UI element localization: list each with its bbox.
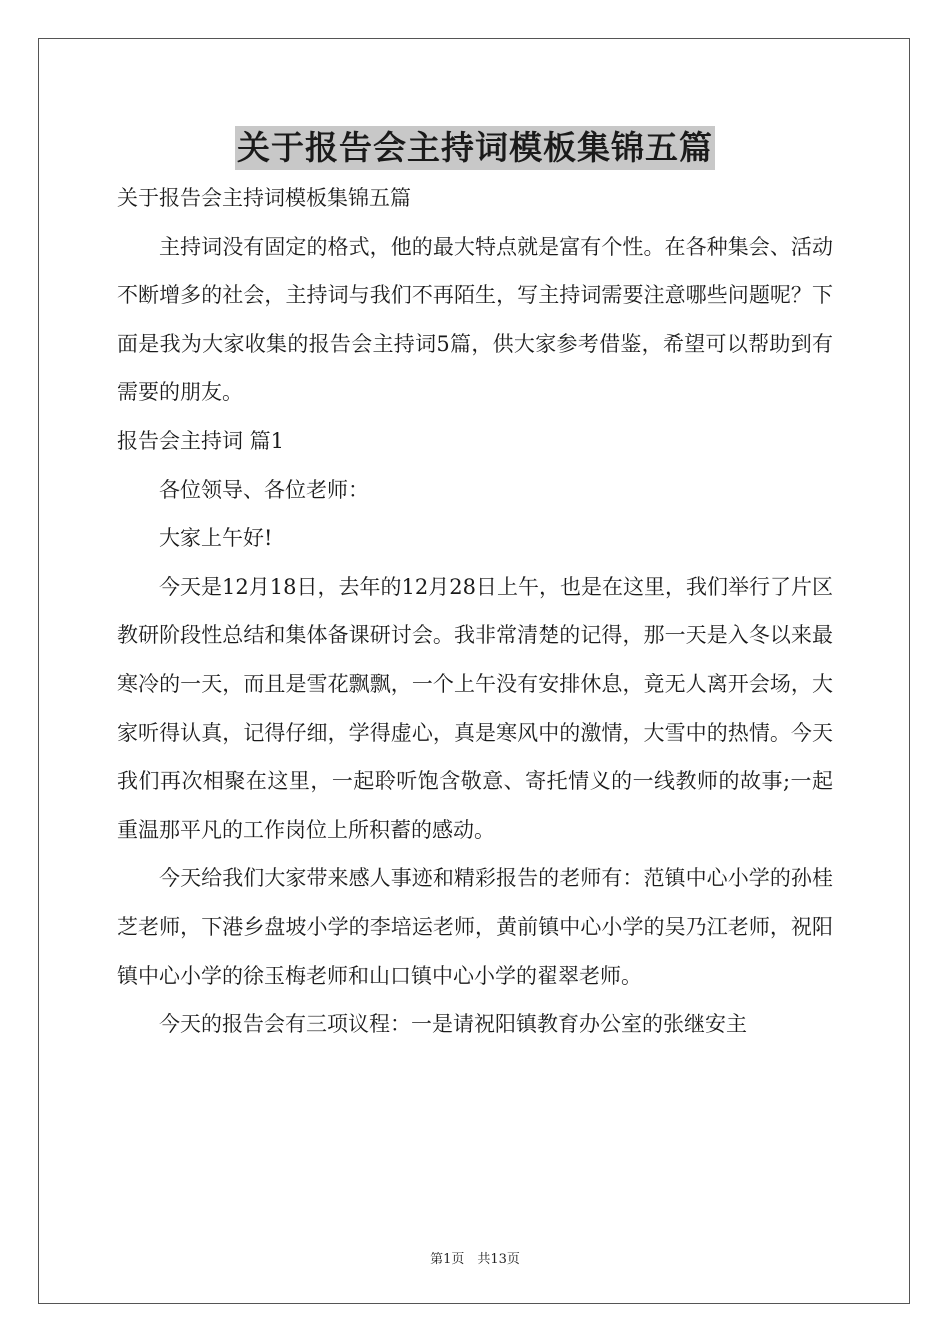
subtitle-line: 关于报告会主持词模板集锦五篇	[117, 186, 411, 210]
body-paragraph: 今天给我们大家带来感人事迹和精彩报告的老师有：范镇中心小学的孙桂芝老师，下港乡盘坡小学的李培运老师，黄前镇中心小学的吴乃江老师，祝阳镇中心小学的徐玉梅老师和山口镇中心小学的翟翠老师。	[117, 866, 833, 988]
intro-paragraph: 主持词没有固定的格式，他的最大特点就是富有个性。在各种集会、活动不断增多的社会，主持词与我们不再陌生，写主持词需要注意哪些问题呢？下面是我为大家收集的报告会主持词5篇，供大家参考借鉴，希望可以帮助到有需要的朋友。	[117, 234, 833, 405]
page-number-footer: 第1页 共13页	[430, 1252, 520, 1267]
body-paragraph: 今天是12月18日，去年的12月28日上午，也是在这里，我们举行了片区教研阶段性总结和集体备课研讨会。我非常清楚的记得，那一天是入冬以来最寒冷的一天，而且是雪花飘飘，一个上午没有安排休息，竟无人离开会场，大家听得认真，记得仔细，学得虚心，真是寒风中的激情，大雪中的热情。今天我们再次相聚在这里，一起聆听饱含敬意、寄托情义的一线教师的故事;一起重温那平凡的工作岗位上所积蓄的感动。	[117, 574, 833, 842]
title-container	[0, 126, 950, 170]
body-paragraph: 今天的报告会有三项议程：一是请祝阳镇教育办公室的张继安主	[159, 1012, 747, 1037]
document-title: 关于报告会主持词模板集锦五篇	[235, 126, 715, 170]
document-body	[117, 174, 833, 1049]
salutation: 各位领导、各位老师：	[159, 477, 369, 502]
greeting: 大家上午好!	[159, 526, 273, 551]
section-heading: 报告会主持词 篇1	[117, 428, 285, 453]
